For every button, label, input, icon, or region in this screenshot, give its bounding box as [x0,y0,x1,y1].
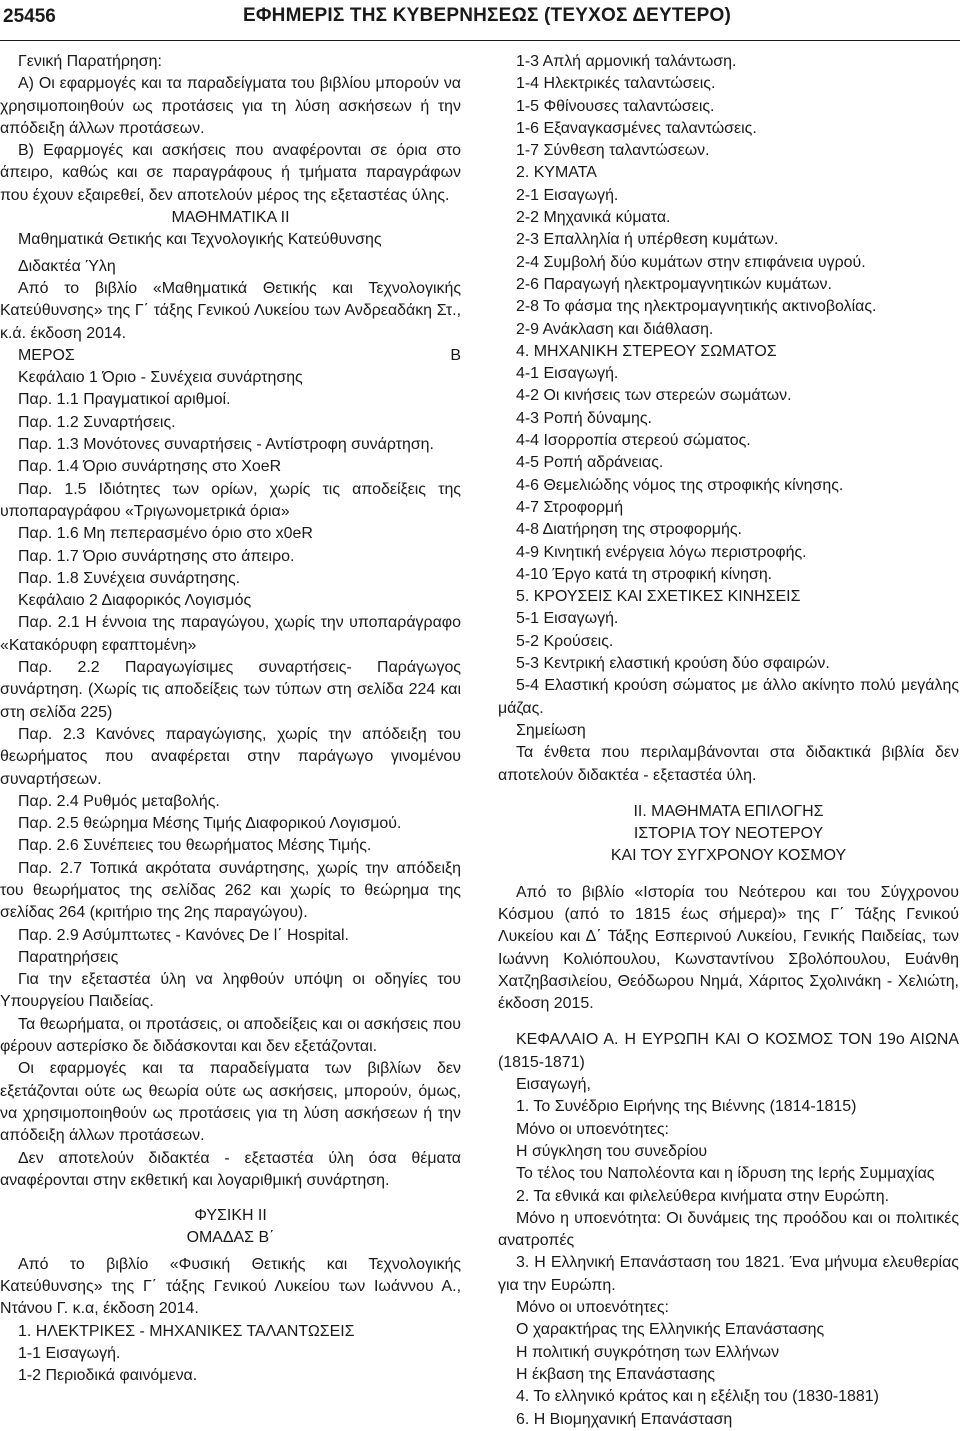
list-item: 1-7 Σύνθεση ταλαντώσεων. [516,142,710,160]
list-item: 2-3 Επαλληλία ή υπέρθεση κυμάτων. [516,231,779,249]
part-line [0,345,461,367]
paragraph: Μαθηματικά Θετικής και Τεχνολογικής Κατεύθυνσης [18,231,382,249]
paragraph: Παρ. 1.7 Όριο συνάρτησης στο άπειρο. [18,547,295,565]
paragraph: Παρ. 1.3 Μονότονες συναρτήσεις - Αντίστροφη συνάρτηση. [18,436,434,454]
list-item: 4. ΜΗΧΑΝΙΚΗ ΣΤΕΡΕΟΥ ΣΩΜΑΤΟΣ [516,342,777,360]
list-item: 1-5 Φθίνουσες ταλαντώσεις. [516,97,715,115]
list-item: 1-3 Απλή αρμονική ταλάντωση. [516,53,737,70]
list-item: 1-4 Ηλεκτρικές ταλαντώσεις. [516,75,716,93]
paragraph: Για την εξεταστέα ύλη να ληφθούν υπόψη οι οδηγίες του Υπουργείου Παιδείας. [0,971,461,1011]
section-heading: ΜΑΘΗΜΑΤΙΚΑ ΙΙ [171,209,290,227]
paragraph: Παρ. 2.1 Η έννοια της παραγώγου, χωρίς την υποπαράγραφο «Κατακόρυφη εφαπτομένη» [0,614,461,654]
chapter-heading: Κεφάλαιο 2 Διαφορικός Λογισμός [18,592,252,610]
gazette-title: ΕΦΗΜΕΡΙΣ ΤΗΣ ΚΥΒΕΡΝΗΣΕΩΣ (ΤΕΥΧΟΣ ΔΕΥΤΕΡΟ) [243,5,731,26]
paragraph: Παρ. 1.1 Πραγματικοί αριθμοί. [18,391,231,409]
right-column [498,51,959,1431]
paragraph: 3. Η Ελληνική Επανάσταση του 1821. Ένα μήνυμα ελευθερίας για την Ευρώπη. [498,1254,959,1294]
paragraph: 4. Το ελληνικό κράτος και η εξέλιξη του (1830-1881) [516,1388,879,1406]
section-heading: ΚΑΙ ΤΟΥ ΣΥΓΧΡΟΝΟΥ ΚΟΣΜΟΥ [610,847,847,865]
list-item: 4-5 Ροπή αδράνειας. [516,454,664,472]
list-item: 4-7 Στροφορμή [516,498,624,516]
paragraph: Παρ. 2.4 Ρυθμός μεταβολής. [18,792,220,810]
list-item: 2. ΚΥΜΑΤΑ [516,164,597,182]
paragraph: Γενική Παρατήρηση: [18,53,162,70]
part-label: ΜΕΡΟΣ [18,346,75,364]
paragraph: Παρ. 1.2 Συναρτήσεις. [18,413,176,431]
paragraph: Παρ. 2.2 Παραγωγίσιμες συναρτήσεις- Παράγωγος συνάρτηση. (Χωρίς τις αποδείξεις των τύπων στη σελίδα 224 και στη σελίδα 225) [0,659,461,721]
list-item: 2-4 Συμβολή δύο κυμάτων στην επιφάνεια υγρού. [516,253,866,271]
paragraph: Από το βιβλίο «Φυσική Θετικής και Τεχνολογικής Κατεύθυνσης» της Γ΄ τάξης Γενικού Λυκείου των Ιωάννου Α., Ντάνου Γ. κ.α, έκδοση 2014. [0,1255,461,1318]
paragraph: Η πολιτική συγκρότηση των Ελλήνων [516,1343,780,1361]
list-item: 4-3 Ροπή δύναμης. [516,409,652,427]
list-item: 2-6 Παραγωγή ηλεκτρομαγνητικών κυμάτων. [516,275,832,293]
list-item: 4-8 Διατήρηση της στροφορμής. [516,521,742,539]
paragraph: Εισαγωγή, [516,1076,591,1094]
paragraph: Παρ. 2.3 Κανόνες παραγώγισης, χωρίς την απόδειξη του θεωρήματος που αναφέρεται στην παράγωγο γινομένου συναρτήσεων. [0,725,461,788]
section-heading: ΟΜΑΔΑΣ Β΄ [186,1229,275,1247]
list-item: 5-3 Κεντρική ελαστική κρούση δύο σφαιρών. [516,655,830,673]
paragraph: Παρ. 1.8 Συνέχεια συνάρτησης. [18,569,241,587]
chapter-heading: Κεφάλαιο 1 Όριο - Συνέχεια συνάρτησης [18,369,303,387]
paragraph: Τα ένθετα που περιλαμβάνονται στα διδακτικά βιβλία δεν αποτελούν διδακτέα - εξεταστέα ύλη. [498,744,959,784]
paragraph: Παρ. 2.6 Συνέπειες του θεωρήματος Μέσης Τιμής. [18,837,372,855]
paragraph: 2. Τα εθνικά και φιλελεύθερα κινήματα στην Ευρώπη. [516,1187,890,1205]
section-heading: ΦΥΣΙΚΗ ΙΙ [194,1207,267,1225]
paragraph: Μόνο η υποενότητα: Οι δυνάμεις της προόδου και οι πολιτικές ανατροπές [498,1209,959,1250]
paragraph: Η έκβαση της Επανάστασης [516,1365,716,1383]
list-item: 2-2 Μηχανικά κύματα. [516,209,671,227]
paragraph: Ο χαρακτήρας της Ελληνικής Επανάστασης [516,1321,825,1339]
list-item: 5. ΚΡΟΥΣΕΙΣ ΚΑΙ ΣΧΕΤΙΚΕΣ ΚΙΝΗΣΕΙΣ [516,588,801,606]
section-heading: ΙΙ. ΜΑΘΗΜΑΤΑ ΕΠΙΛΟΓΗΣ [633,802,824,820]
list-item: 2-8 Το φάσμα της ηλεκτρομαγνητικής ακτινοβολίας. [516,298,877,316]
paragraph: 1-2 Περιοδικά φαινόμενα. [18,1367,198,1385]
paragraph: 1. ΗΛΕΚΤΡΙΚΕΣ - ΜΗΧΑΝΙΚΕΣ ΤΑΛΑΝΤΩΣΕΙΣ [18,1322,355,1340]
paragraph: Παρ. 2.9 Ασύμπτωτες - Κανόνες De l΄ Hospital. [18,926,349,944]
paragraph: 6. Η Βιομηχανική Επανάσταση [516,1410,733,1428]
paragraph: 1. Το Συνέδριο Ειρήνης της Βιέννης (1814-1815) [516,1098,857,1116]
list-item: 4-4 Ισορροπία στερεού σώματος. [516,432,751,450]
paragraph: Παρ. 1.5 Ιδιότητες των ορίων, χωρίς τις αποδείξεις της υποπαραγράφου «Τριγωνομετρικά όρια» [0,480,461,520]
paragraph: Παρατηρήσεις [18,948,119,966]
left-column [0,51,461,1388]
paragraph: Το τέλος του Ναπολέοντα και η ίδρυση της Ιερής Συμμαχίας [516,1165,935,1183]
list-item: 2-9 Ανάκλαση και διάθλαση. [516,320,714,338]
list-item: 4-10 Έργο κατά τη στροφική κίνηση. [516,565,773,583]
part-value: Β [450,346,461,364]
paragraph: Β) Εφαρμογές και ασκήσεις που αναφέρονται σε όρια στο άπειρο, καθώς και σε παραγράφους ή τμήματα παραγράφων που έχουν εξαιρεθεί, δεν αποτελούν μέρος της εξεταστέας ύλης. [0,142,461,204]
list-item: 5-2 Κρούσεις. [516,632,614,650]
paragraph: Τα θεωρήματα, οι προτάσεις, οι αποδείξεις και οι ασκήσεις που φέρουν αστερίσκο δε διδάσκονται και δεν εξετάζονται. [0,1015,461,1056]
section-heading: ΙΣΤΟΡΙΑ ΤΟΥ ΝΕΟΤΕΡΟΥ [633,825,824,843]
paragraph: Μόνο οι υποενότητες: [516,1299,669,1317]
list-item: 5-1 Εισαγωγή. [516,610,619,628]
list-item: 4-9 Κινητική ενέργεια λόγω περιστροφής. [516,543,807,561]
list-item: 4-2 Οι κινήσεις των στερεών σωμάτων. [516,387,792,405]
paragraph: Παρ. 1.4 Όριο συνάρτησης στο XoeR [18,458,282,476]
paragraph: Από το βιβλίο «Μαθηματικά Θετικής και Τεχνολογικής Κατεύθυνσης» της Γ΄ τάξης Γενικού Λυκείου των Ανδρεαδάκη Στ., κ.ά. έκδοση 2014. [0,279,461,342]
page-header [0,0,960,41]
list-item: 4-1 Εισαγωγή. [516,365,619,383]
paragraph: Παρ. 2.5 θεώρημα Μέσης Τιμής Διαφορικού Λογισμού. [18,815,402,833]
paragraph: Δεν αποτελούν διδακτέα - εξεταστέα ύλη όσα θέματα αναφέρονται στην εκθετική και λογαριθμική συνάρτηση. [0,1149,461,1189]
paragraph: 1-1 Εισαγωγή. [18,1344,121,1362]
syllabus-list [498,51,959,675]
list-item: 2-1 Εισαγωγή. [516,186,619,204]
paragraph: Από το βιβλίο «Ιστορία του Νεότερου και του Σύγχρονου Κόσμου (από το 1815 έως σήμερα)» της Γ΄ Τάξης Γενικού Λυκείου και Δ΄ Τάξης Εσπερινού Λυκείου, Γενικής Παιδείας, των Ιωάννη Κολιόπουλου, Κωνσταντίνου Σβολόπουλου, Ευάνθη Χατζηβασιλείου, Θεόδωρου Νημά, Χάριτος Σχολινάκη - Χελιώτη, έκδοση 2015. [498,883,959,1013]
paragraph: Σημείωση [516,721,586,739]
paragraph: 5-4 Ελαστική κρούση σώματος με άλλο ακίνητο πολύ μεγάλης μάζας. [498,677,959,717]
paragraph: Οι εφαρμογές και τα παραδείγματα των βιβλίων δεν εξετάζονται ούτε ως θεωρία ούτε ως ασκήσεις, μπορούν, όμως, να χρησιμοποιηθούν ως προτάσεις για τη λύση ασκήσεων ή την απόδειξη άλλων προτάσεων. [0,1060,461,1145]
paragraph: Α) Οι εφαρμογές και τα παραδείγματα του βιβλίου μπορούν να χρησιμοποιηθούν ως προτάσεις για τη λύση ασκήσεων ή την απόδειξη άλλων προτάσεων. [0,75,461,137]
list-item: 1-6 Εξαναγκασμένες ταλαντώσεις. [516,119,757,137]
list-item: 4-6 Θεμελιώδης νόμος της στροφικής κίνησης. [516,476,844,494]
paragraph: Διδακτέα Ύλη [18,257,116,275]
chapter-heading: ΚΕΦΑΛΑΙΟ Α. Η ΕΥΡΩΠΗ ΚΑΙ Ο ΚΟΣΜΟΣ ΤΟΝ 19ο ΑΙΩΝΑ (1815-1871) [498,1031,959,1071]
paragraph: Η σύγκληση του συνεδρίου [516,1142,708,1160]
paragraph: Μόνο οι υποενότητες: [516,1120,669,1138]
page-number: 25456 [3,6,56,27]
paragraph: Παρ. 2.7 Τοπικά ακρότατα συνάρτησης, χωρίς την απόδειξη του θεωρήματος της σελίδας 262 και χωρίς το θεώρημα της σελίδας 264 (κριτήριο της 2ης παραγώγου). [0,859,461,922]
paragraph: Παρ. 1.6 Μη πεπερασμένο όριο στο x0eR [18,525,313,543]
